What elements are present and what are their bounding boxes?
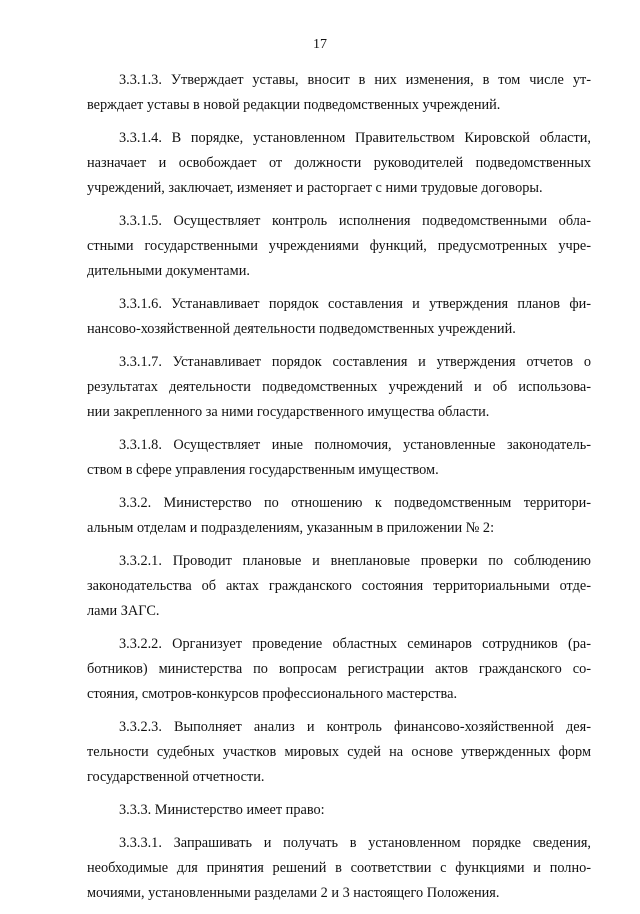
paragraph xyxy=(87,715,591,790)
paragraph xyxy=(87,209,591,284)
document-body xyxy=(87,68,591,914)
paragraph xyxy=(87,831,591,906)
paragraph xyxy=(87,350,591,425)
paragraph xyxy=(87,632,591,707)
paragraph xyxy=(87,549,591,624)
text-line: альным отделам и подразделениям, указанным в приложении № 2: xyxy=(87,520,495,536)
text-line: стными государственными учреждениями функций, предусмотренных учре- xyxy=(87,238,591,254)
paragraph xyxy=(87,292,591,342)
text-line: 3.3.2.1. Проводит плановые и внеплановые проверки по соблюдению xyxy=(119,553,591,569)
text-line: государственной отчетности. xyxy=(87,769,265,785)
text-line: лами ЗАГС. xyxy=(87,603,160,619)
text-line: дительными документами. xyxy=(87,263,250,279)
text-line: стояния, смотров-конкурсов профессионального мастерства. xyxy=(87,686,458,702)
text-line: 3.3.1.4. В порядке, установленном Правительством Кировской области, xyxy=(119,130,591,146)
text-line: 3.3.2.3. Выполняет анализ и контроль финансово-хозяйственной дея- xyxy=(119,719,591,735)
text-line: 3.3.3. Министерство имеет право: xyxy=(119,802,325,818)
text-line: 3.3.1.3. Утверждает уставы, вносит в них изменения, в том числе ут- xyxy=(119,72,591,88)
text-line: нансово-хозяйственной деятельности подведомственных учреждений. xyxy=(87,321,516,337)
text-line: ством в сфере управления государственным имуществом. xyxy=(87,462,439,478)
text-line: 3.3.2.2. Организует проведение областных семинаров сотрудников (ра- xyxy=(119,636,591,652)
text-line: законодательства об актах гражданского состояния территориальными отде- xyxy=(87,578,591,594)
paragraph xyxy=(87,126,591,201)
paragraph xyxy=(87,491,591,541)
paragraph xyxy=(87,433,591,483)
paragraph xyxy=(87,68,591,118)
text-line: 3.3.1.7. Устанавливает порядок составления и утверждения отчетов о xyxy=(119,354,591,370)
text-line: мочиями, установленными разделами 2 и 3 настоящего Положения. xyxy=(87,885,500,901)
text-line: 3.3.1.8. Осуществляет иные полномочия, установленные законодатель- xyxy=(119,437,591,453)
text-line: тельности судебных участков мировых судей на основе утвержденных форм xyxy=(87,744,591,760)
page-number: 17 xyxy=(313,37,327,52)
text-line: ботников) министерства по вопросам регистрации актов гражданского со- xyxy=(87,661,591,677)
text-line: 3.3.3.1. Запрашивать и получать в установленном порядке сведения, xyxy=(119,835,591,851)
text-line: необходимые для принятия решений в соответствии с функциями и полно- xyxy=(87,860,591,876)
text-line: 3.3.1.5. Осуществляет контроль исполнения подведомственными обла- xyxy=(119,213,591,229)
text-line: 3.3.2. Министерство по отношению к подведомственным территори- xyxy=(119,495,591,511)
text-line: 3.3.1.6. Устанавливает порядок составления и утверждения планов фи- xyxy=(119,296,591,312)
text-line: результатах деятельности подведомственных учреждений и об использова- xyxy=(87,379,591,395)
paragraph xyxy=(87,798,591,823)
text-line: нии закрепленного за ними государственного имущества области. xyxy=(87,404,490,420)
text-line: назначает и освобождает от должности руководителей подведомственных xyxy=(87,155,591,171)
text-line: верждает уставы в новой редакции подведомственных учреждений. xyxy=(87,97,501,113)
text-line: учреждений, заключает, изменяет и расторгает с ними трудовые договоры. xyxy=(87,180,543,196)
